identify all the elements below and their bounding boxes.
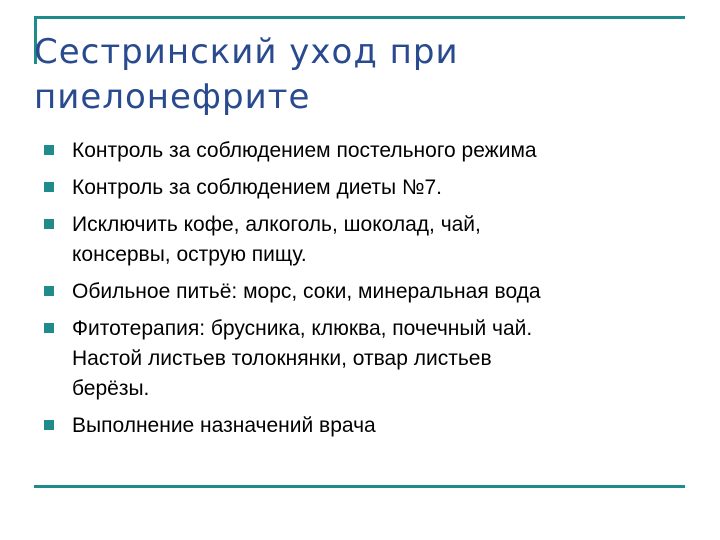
title-line-1: Сестринский уход при: [34, 32, 459, 72]
bullet-item: [44, 136, 684, 166]
bullet-item: [44, 411, 684, 441]
square-bullet-icon: [44, 182, 54, 192]
bullet-item: [44, 277, 684, 307]
bullet-text-continued: Настой листьев толокнянки, отвар листьев: [72, 347, 492, 370]
square-bullet-icon: [44, 219, 54, 229]
bullet-list: [44, 136, 684, 448]
bullet-text: Контроль за соблюдением диеты №7.: [72, 176, 443, 199]
bullet-item: [44, 173, 684, 203]
bullet-text-continued: консервы, острую пищу.: [72, 243, 307, 266]
square-bullet-icon: [44, 323, 54, 333]
bullet-item: [44, 314, 684, 404]
square-bullet-icon: [44, 420, 54, 430]
bullet-text-continued: берёзы.: [72, 377, 150, 400]
bottom-divider: [34, 485, 685, 488]
bullet-text: Выполнение назначений врача: [72, 414, 376, 437]
bullet-item: [44, 210, 684, 270]
bullet-text: Фитотерапия: брусника, клюква, почечный чай.: [72, 317, 533, 340]
slide-title: [34, 30, 674, 120]
bullet-text: Обильное питьё: морс, соки, минеральная вода: [72, 280, 541, 303]
top-divider: [34, 16, 685, 19]
title-line-2: пиелонефрите: [34, 77, 311, 117]
bullet-text: Исключить кофе, алкоголь, шоколад, чай,: [72, 213, 481, 236]
square-bullet-icon: [44, 286, 54, 296]
bullet-text: Контроль за соблюдением постельного режима: [72, 139, 537, 162]
square-bullet-icon: [44, 145, 54, 155]
